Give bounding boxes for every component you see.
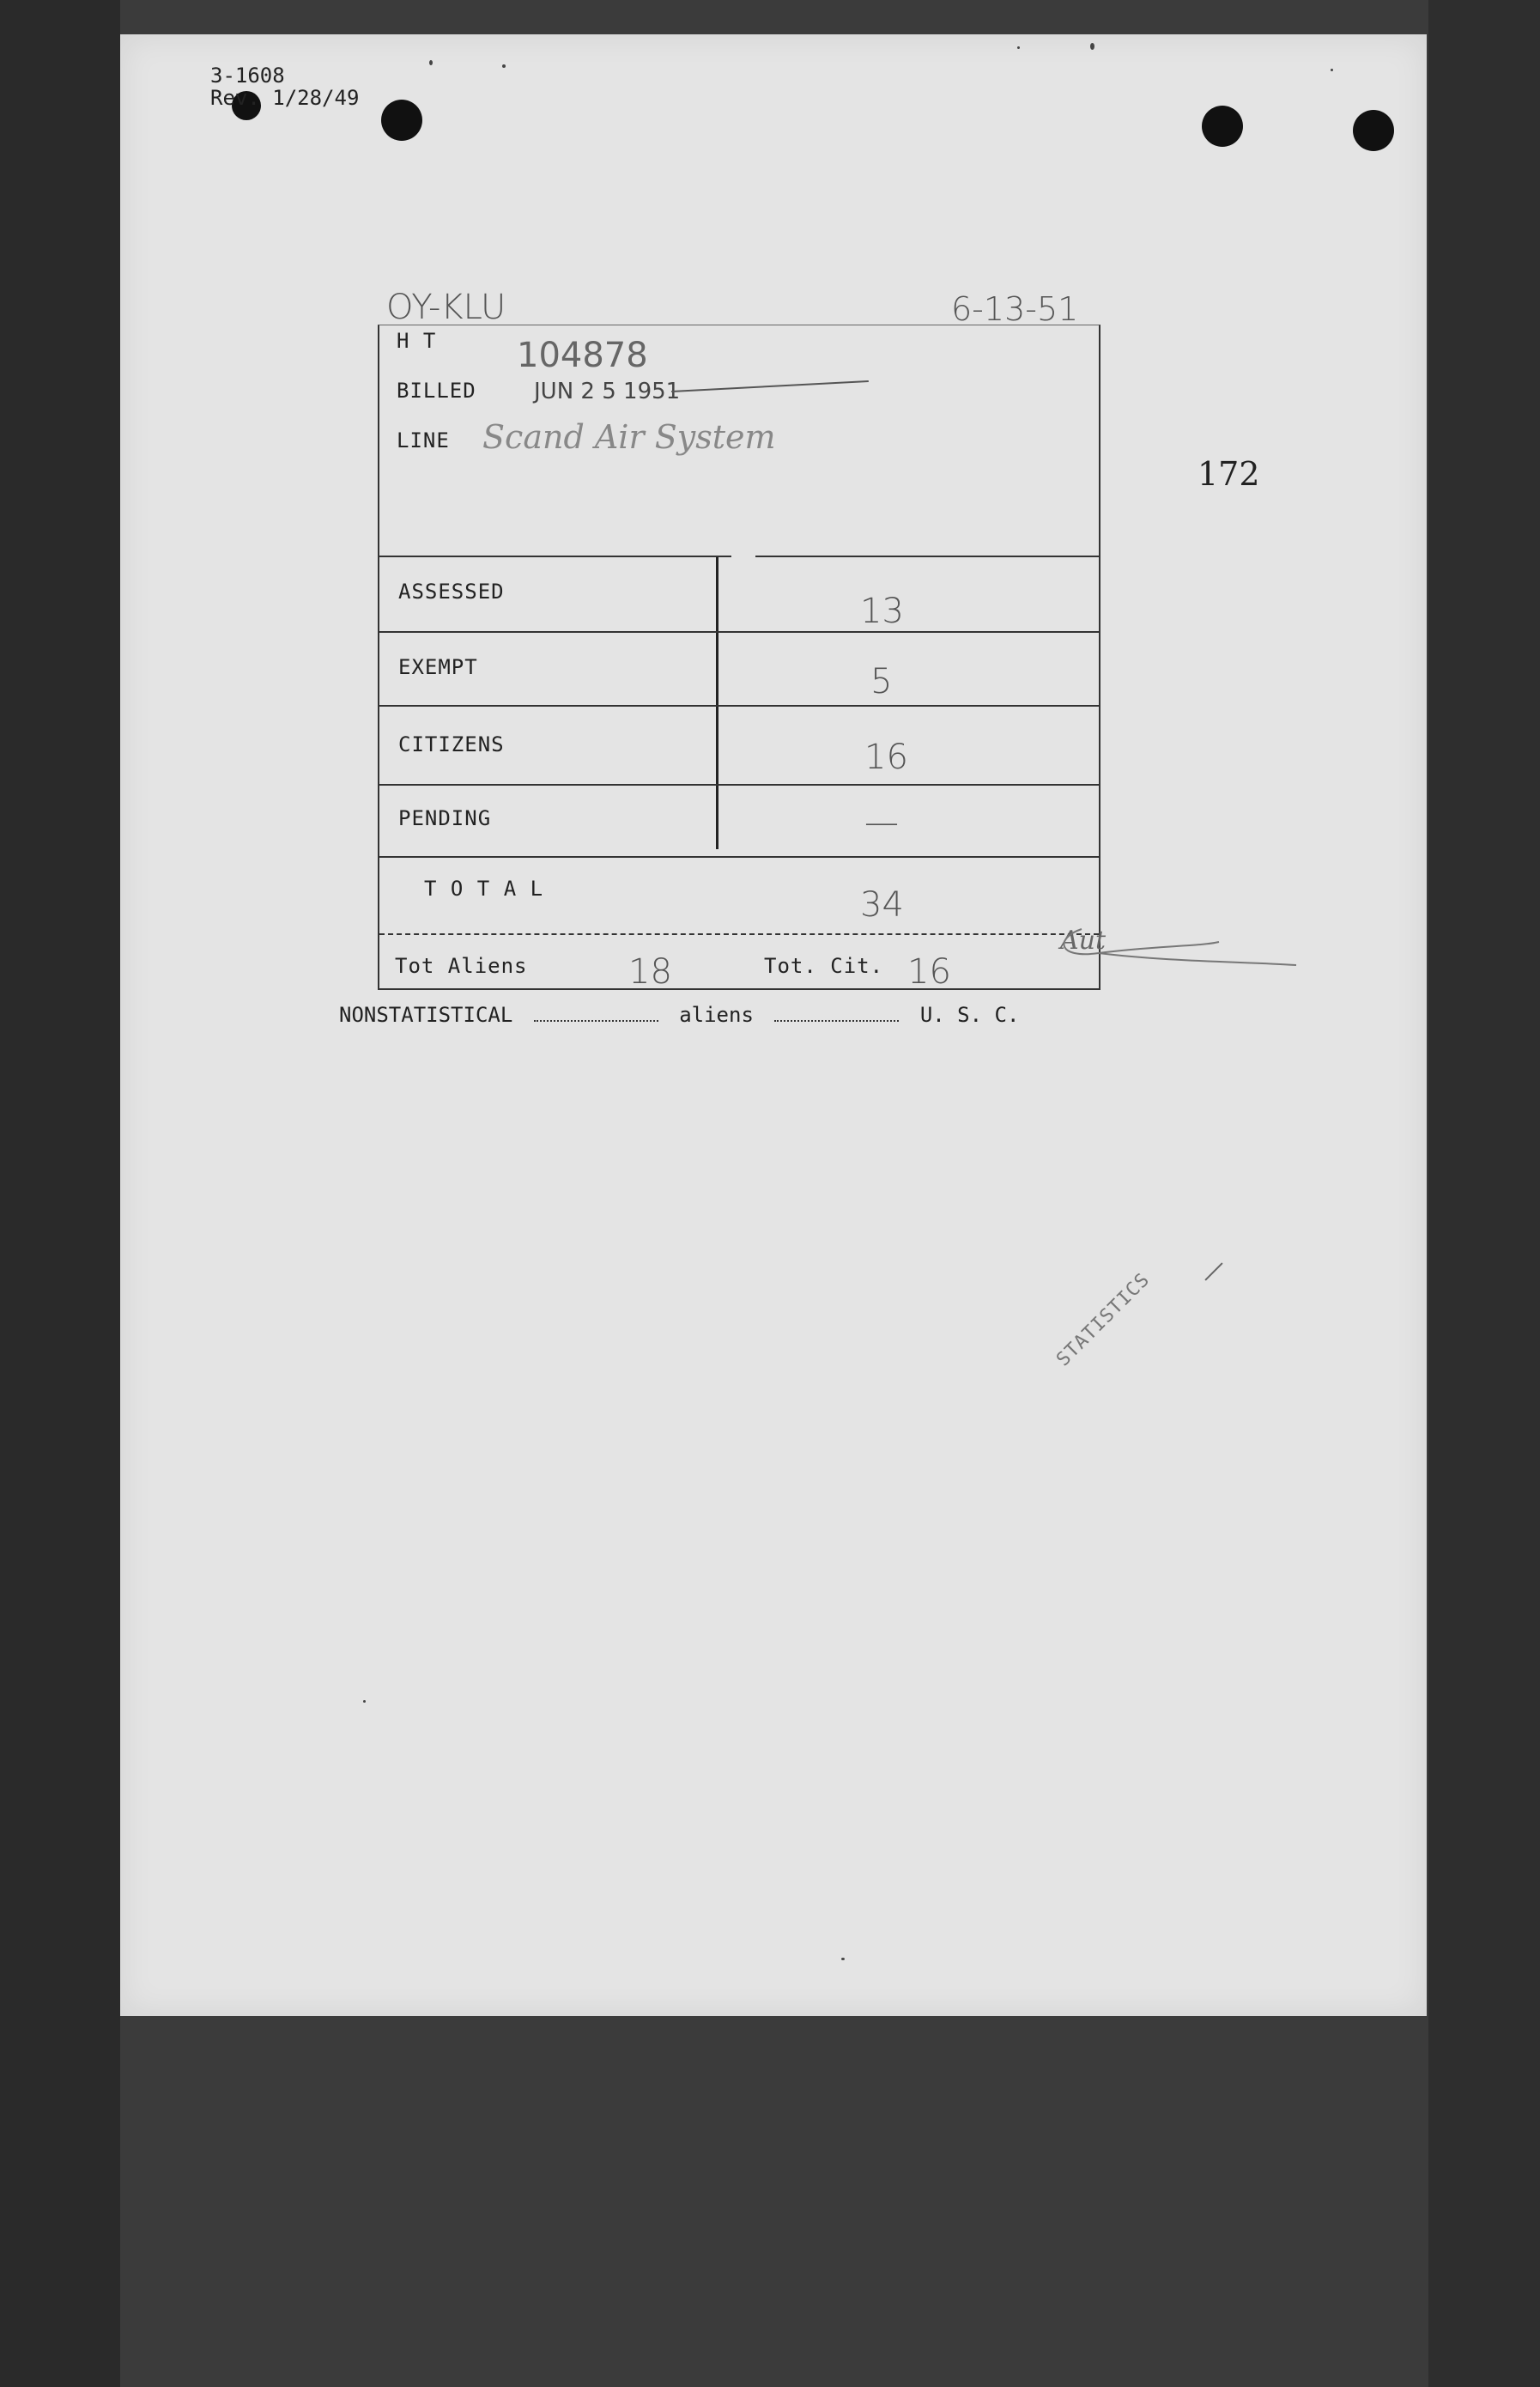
tot-aliens-label: Tot Aliens [395,954,528,978]
divider-1 [379,631,1099,633]
scan-border-left [0,0,120,2387]
speck [841,1958,845,1960]
total-value: 34 [860,885,904,925]
row-label-assessed: ASSESSED [398,580,505,604]
aircraft-registration: OY-KLU [386,288,506,327]
form-revision: Rev. 1/28/49 [210,86,360,110]
signature-flourish [1047,920,1305,972]
divider-5 [379,933,1099,935]
initials-signature: Aut [1060,926,1106,956]
punch-hole-left [381,100,422,141]
column-divider [716,557,718,849]
usc-label: U. S. C. [919,1003,1020,1027]
aliens-label: aliens [679,1003,754,1027]
billed-underline [671,380,869,392]
row-value-pending: — [864,803,899,842]
divider-2 [379,705,1099,707]
line-value: Scand Air System [482,418,776,456]
tot-aliens-value: 18 [628,952,672,992]
punch-hole-right [1353,110,1394,151]
row-value-assessed: 13 [860,592,904,631]
punch-hole-center [1202,106,1243,147]
tot-cit-value: 16 [907,952,951,992]
speck [363,1700,366,1703]
billed-date-stamp: JUN 2 5 1951 [534,379,681,404]
speck [1331,69,1333,71]
statistics-card [378,325,1100,990]
nonstatistical-blank-2 [774,1011,899,1022]
billed-label: BILLED [397,379,476,403]
divider-4 [379,856,1099,858]
nonstatistical-line [339,1003,1019,1027]
speck [1017,46,1020,49]
row-value-exempt: 5 [870,662,893,702]
document-page [120,34,1427,2016]
nonstatistical-label: NONSTATISTICAL [339,1003,513,1027]
line-label: LINE [397,428,450,452]
speck [502,64,506,68]
page-number: 172 [1197,455,1260,493]
tot-cit-label: Tot. Cit. [764,954,884,978]
row-value-citizens: 16 [864,738,908,777]
total-label: T O T A L [424,877,544,901]
row-label-citizens: CITIZENS [398,732,505,756]
ht-label: H T [397,329,437,353]
handwritten-date: 6-13-51 [951,290,1079,328]
speck [429,60,433,65]
form-number: 3-1608 [210,64,285,88]
row-label-exempt: EXEMPT [398,655,478,679]
divider-top-right [755,556,1099,557]
divider-top-left [379,556,731,557]
nonstatistical-blank-1 [534,1011,658,1022]
ht-number: 104878 [517,336,648,375]
form-number-block [210,64,359,109]
divider-3 [379,784,1099,786]
speck [1090,43,1094,50]
row-label-pending: PENDING [398,806,492,830]
stamp-mark [1204,1262,1222,1280]
scan-border-right [1428,0,1540,2387]
statistics-stamp: STATISTICS [1052,1268,1155,1371]
